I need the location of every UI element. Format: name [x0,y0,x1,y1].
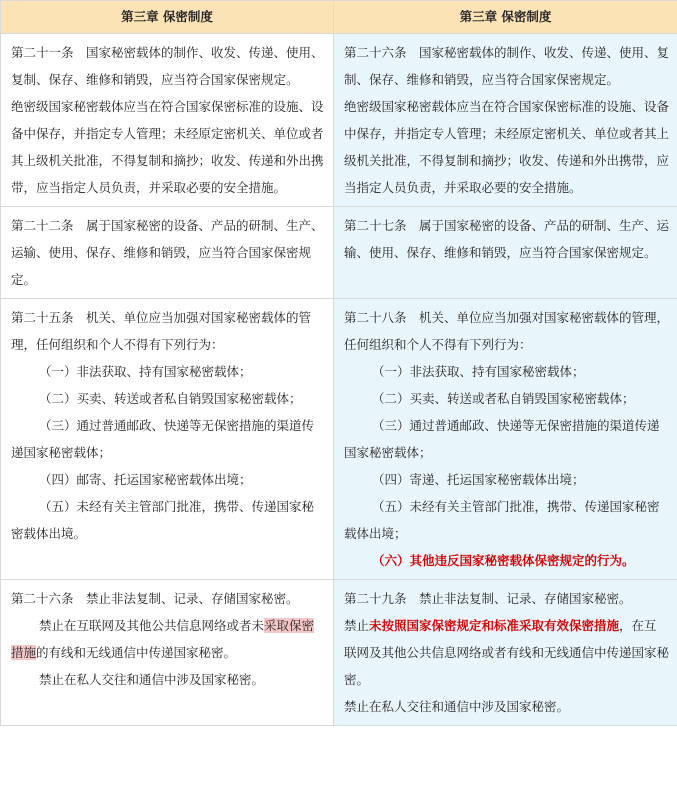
new-article-26 [334,34,677,207]
list-item: （四）邮寄、托运国家秘密载体出境； [39,472,252,487]
list-item: （二）买卖、转送或者私自销毁国家秘密载体； [39,391,302,406]
paragraph: 第二十一条 国家秘密载体的制作、收发、传递、使用、复制、保存、维修和销毁，应当符合国家保密规定。 [11,45,324,87]
paragraph: 绝密级国家秘密载体应当在符合国家保密标准的设施、设备中保存，并指定专人管理；未经原定密机关、单位或者其上级机关批准，不得复制和摘抄；收发、传递和外出携带，应当指定人员负责，并采取必要的安全措施。 [11,99,324,195]
paragraph: 禁止在私人交往和通信中涉及国家秘密。 [344,699,570,714]
text-span: ，在互联网及其他公共信息网络或者有线和无线通信中传递国家秘密。 [344,618,670,687]
article-intro: 第二十五条 机关、单位应当加强对国家秘密载体的管理，任何组织和个人不得有下列行为： [11,310,312,352]
list-item: （三）通过普通邮政、快递等无保密措施的渠道传递国家秘密载体； [344,418,660,460]
list-item: （三）通过普通邮政、快递等无保密措施的渠道传递国家秘密载体； [11,418,315,460]
paragraph: 第二十六条 禁止非法复制、记录、存储国家秘密。 [11,591,299,606]
paragraph: 第二十七条 属于国家秘密的设备、产品的研制、生产、运输、使用、保存、维修和销毁，应当符合国家保密规定。 [344,218,670,260]
header-old: 第三章 保密制度 [1,1,334,34]
paragraph: 第二十九条 禁止非法复制、记录、存储国家秘密。 [344,591,632,606]
added-text: 未按照国家保密规定和标准采取有效保密措施 [369,618,620,633]
text-span: 的有线和无线通信中传递国家秘密。 [36,645,237,660]
text-span: 禁止 [344,618,370,633]
paragraph: 禁止在私人交往和通信中涉及国家秘密。 [39,672,265,687]
new-article-28 [334,299,677,580]
highlighted-text: 采取保密措施 [11,618,315,660]
table-row [1,34,677,207]
paragraph: 第二十二条 属于国家秘密的设备、产品的研制、生产、运输、使用、保存、维修和销毁，应当符合国家保密规定。 [11,218,324,287]
article-intro: 第二十八条 机关、单位应当加强对国家秘密载体的管理，任何组织和个人不得有下列行为： [344,310,670,352]
list-item: （一）非法获取、持有国家秘密载体； [39,364,252,379]
header-new: 第三章 保密制度 [334,1,677,34]
old-article-22 [1,207,334,299]
text-span: 禁止在互联网及其他公共信息网络或者未 [39,618,265,633]
paragraph: 第二十六条 国家秘密载体的制作、收发、传递、使用、复制、保存、维修和销毁，应当符合国家保密规定。 [344,45,670,87]
list-item: （四）寄递、托运国家秘密载体出境； [372,472,585,487]
header-row [1,1,677,34]
list-item: （一）非法获取、持有国家秘密载体； [372,364,585,379]
added-list-item: （六）其他违反国家秘密载体保密规定的行为。 [372,553,635,568]
new-article-29 [334,580,677,726]
old-article-25 [1,299,334,580]
table-row [1,207,677,299]
table-row [1,580,677,726]
paragraph [11,612,325,666]
paragraph [344,612,669,693]
paragraph: 绝密级国家秘密载体应当在符合国家保密标准的设施、设备中保存，并指定专人管理；未经原定密机关、单位或者其上级机关批准，不得复制和摘抄；收发、传递和外出携带，应当指定人员负责，并采取必要的安全措施。 [344,99,670,195]
old-article-26 [1,580,334,726]
old-article-21 [1,34,334,207]
list-item: （五）未经有关主管部门批准，携带、传递国家秘密载体出境。 [11,499,315,541]
list-item: （二）买卖、转送或者私自销毁国家秘密载体； [372,391,635,406]
table-row [1,299,677,580]
new-article-27 [334,207,677,299]
list-item: （五）未经有关主管部门批准，携带、传递国家秘密载体出境； [344,499,660,541]
